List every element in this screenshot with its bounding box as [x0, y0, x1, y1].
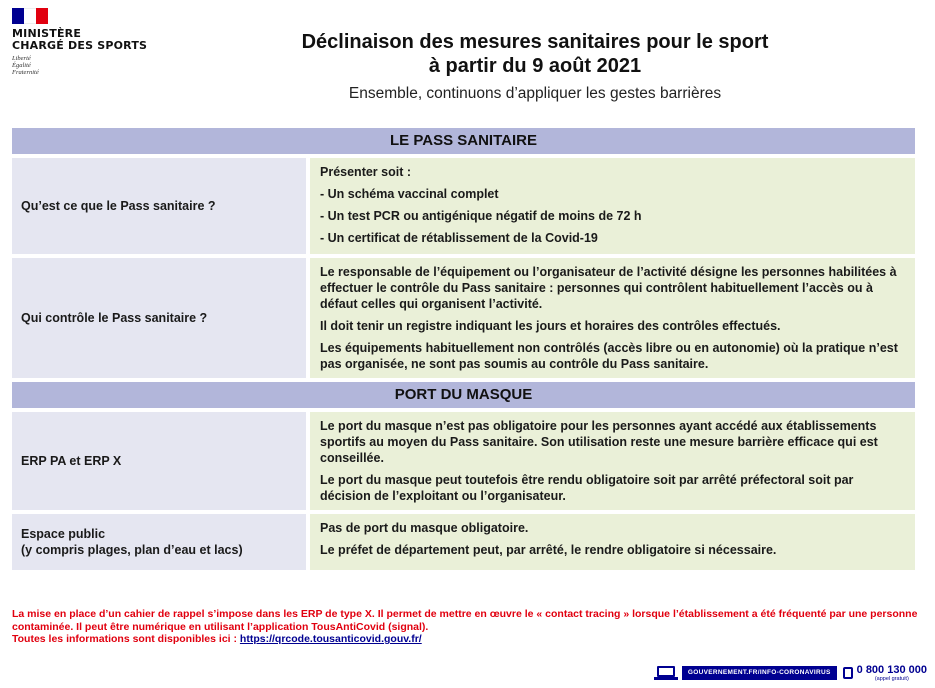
- phone-block: [857, 664, 927, 682]
- page-header: [230, 30, 840, 104]
- info-note: [12, 633, 922, 646]
- answer-line: Le préfet de département peut, par arrêté, le rendre obligatoire si nécessaire.: [320, 543, 777, 557]
- table-row: [12, 258, 915, 378]
- row-question: Qu’est ce que le Pass sanitaire ?: [12, 158, 306, 254]
- phone-icon: [843, 667, 853, 679]
- answer-line: - Un test PCR ou antigénique négatif de moins de 72 h: [320, 209, 642, 223]
- gov-info-url[interactable]: GOUVERNEMENT.FR/INFO-CORONAVIRUS: [682, 666, 837, 680]
- answer-line: - Un certificat de rétablissement de la Covid-19: [320, 231, 598, 245]
- row-question-line1: Espace public: [21, 527, 106, 541]
- answer-line: - Un schéma vaccinal complet: [320, 187, 499, 201]
- answer-line: Les équipements habituellement non contrôlés (accès libre ou en autonomie) où la pratique n’est pas organisée, ne sont pas soumis au contrôle du Pass sanitaire.: [320, 341, 898, 371]
- answer-line: Présenter soit :: [320, 165, 412, 179]
- answer-line: Il doit tenir un registre indiquant les jours et horaires des contrôles effectués.: [320, 319, 781, 333]
- motto-fraternite: Fraternité: [12, 69, 39, 76]
- section-header-pass-sanitaire: LE PASS SANITAIRE: [12, 128, 915, 154]
- answer-line: Le port du masque peut toutefois être rendu obligatoire soit par arrêté préfectoral soit par décision de l’exploitant ou l’organisateur.: [320, 473, 854, 503]
- phone-number: 0 800 130 000: [856, 664, 927, 676]
- logo-title-line2: CHARGÉ DES SPORTS: [12, 39, 148, 52]
- page-title-line1: Déclinaison des mesures sanitaires pour le sport: [301, 31, 769, 53]
- french-flag-icon: [12, 8, 48, 24]
- table-row: [12, 158, 915, 254]
- row-question: Qui contrôle le Pass sanitaire ?: [12, 258, 306, 378]
- row-answer: [310, 258, 915, 378]
- table-row: [12, 412, 915, 510]
- footer: [654, 664, 927, 682]
- laptop-icon: [654, 666, 678, 680]
- row-question: ERP PA et ERP X: [12, 412, 306, 510]
- row-question: [12, 514, 306, 570]
- page-title-line2: à partir du 9 août 2021: [428, 55, 642, 77]
- contact-tracing-note: La mise en place d’un cahier de rappel s’impose dans les ERP de type X. Il permet de mettre en œuvre le « contact tracing » lorsque l’établissement a été fréquenté par une personne contaminée. Il peut être numérique en utilisant l’application TousAntiCovid (signal).: [12, 608, 918, 633]
- section-header-port-du-masque: PORT DU MASQUE: [12, 382, 915, 408]
- table-row: [12, 514, 915, 570]
- ministry-logo: [12, 8, 172, 76]
- info-note-prefix: Toutes les informations sont disponibles ici :: [12, 633, 240, 645]
- tousanticovid-link[interactable]: https://qrcode.tousanticovid.gouv.fr/: [239, 633, 422, 645]
- row-answer: [310, 158, 915, 254]
- measures-table: [12, 128, 915, 574]
- page-subtitle: Ensemble, continuons d’appliquer les gestes barrières: [348, 85, 722, 102]
- footnotes: [12, 608, 922, 646]
- motto-egalite: Égalité: [12, 62, 31, 69]
- answer-line: Pas de port du masque obligatoire.: [320, 521, 529, 535]
- phone-note: (appel gratuit): [874, 676, 909, 682]
- row-answer: [310, 514, 915, 570]
- row-question-line2: (y compris plages, plan d’eau et lacs): [21, 543, 243, 557]
- answer-line: Le responsable de l’équipement ou l’organisateur de l’activité désigne les personnes habilitées à effectuer le contrôle du Pass sanitaire : personnes qui contrôlent habituellement l’accès ou à défaut celles qui organisent l’activité.: [320, 265, 897, 311]
- logo-title-line1: MINISTÈRE: [12, 27, 82, 40]
- row-answer: [310, 412, 915, 510]
- motto-liberte: Liberté: [12, 55, 31, 62]
- answer-line: Le port du masque n’est pas obligatoire pour les personnes ayant accédé aux établissements sportifs au moyen du Pass sanitaire. Son utilisation reste une mesure barrière efficace qui est conseillée.: [320, 419, 878, 465]
- logo-motto: [12, 55, 172, 76]
